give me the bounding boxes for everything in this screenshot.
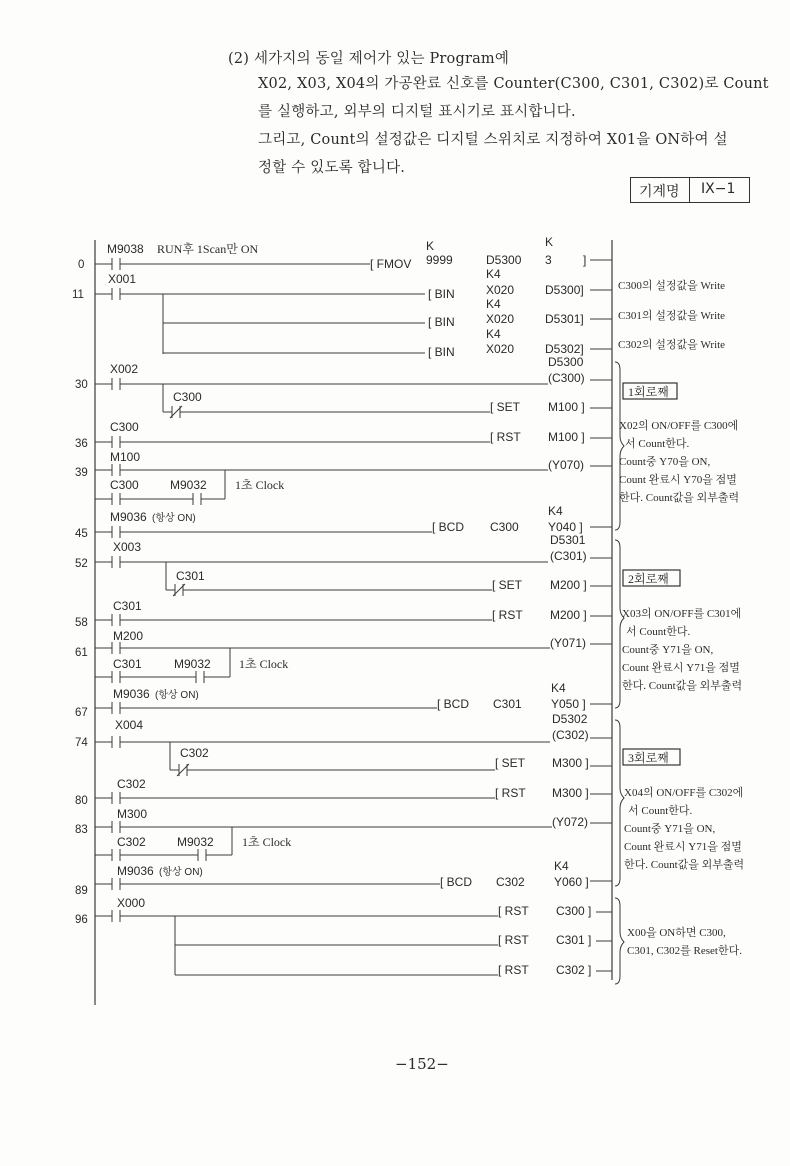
step-number: 80 <box>75 795 88 807</box>
circuit-3-comment: 서 Count한다. <box>628 805 693 817</box>
contact-x004: X004 <box>115 718 144 732</box>
step-number: 39 <box>75 467 88 479</box>
step-number: 89 <box>75 885 88 897</box>
contact-c302: C302 <box>117 835 146 849</box>
operand: C300 <box>490 520 519 534</box>
circuit-3-comment: Count 완료시 Y71을 점멸 <box>624 841 742 853</box>
circuit-1-comment: X02의 ON/OFF를 C300에 <box>619 420 739 432</box>
const-k4: K4 <box>486 297 501 311</box>
contact-m200: M200 <box>113 629 144 643</box>
contact-m9036: M9036 <box>113 687 150 701</box>
circuit-1-comment: 한다. Count값을 외부출력 <box>619 492 740 504</box>
instr-set: [ SET <box>490 400 521 414</box>
circuit-3-comment: 한다. Count값을 외부출력 <box>624 859 745 871</box>
operand: Y040 ] <box>548 520 583 534</box>
comment-write-c301: C301의 설정값을 Write <box>618 310 726 322</box>
contact-x003: X003 <box>113 540 142 554</box>
setpoint: D5301 <box>550 533 586 547</box>
contact-comment: (항상 ON) <box>155 690 199 701</box>
step-number: 96 <box>75 914 88 926</box>
circuit-1-title: 1회로째 <box>628 385 669 399</box>
coil-y070: (Y070) <box>548 458 585 472</box>
comment-write-c302: C302의 설정값을 Write <box>618 339 726 351</box>
brace-reset <box>615 898 624 984</box>
contact-c300: C300 <box>110 478 139 492</box>
circuit-1-comment: Count중 Y70을 ON, <box>619 456 711 468</box>
circuit-2-comment: X03의 ON/OFF를 C301에 <box>622 608 742 620</box>
contact-m9038: M9038 <box>107 242 144 256</box>
contact-c302-nc: C302 <box>180 746 209 760</box>
setpoint: D5300 <box>548 355 584 369</box>
reset-comment: C301, C302를 Reset한다. <box>627 945 742 957</box>
contact-c300: C300 <box>110 420 139 434</box>
reset-comment: X00을 ON하면 C300, <box>627 927 726 939</box>
operand: D5300] <box>545 283 584 297</box>
circuit-2 <box>95 533 612 714</box>
contact-m300: M300 <box>117 807 148 821</box>
contact-m9036: M9036 <box>117 864 154 878</box>
machine-name-label: 기계명 <box>639 184 680 200</box>
comment-write-c300: C300의 설정값을 Write <box>618 280 726 292</box>
contact-m100: M100 <box>110 450 141 464</box>
instr-fmov: [ FMOV <box>370 257 412 271</box>
contact-x001: X001 <box>108 272 137 286</box>
setpoint: D5302 <box>552 712 588 726</box>
instr-bcd: [ BCD <box>437 697 470 711</box>
circuit-3-comment: X04의 ON/OFF를 C302에 <box>624 787 744 799</box>
contact-comment: (항상 ON) <box>152 513 196 524</box>
rung-0 <box>95 235 612 271</box>
brace-circuit-3 <box>615 720 624 886</box>
intro-line-4: 정할 수 있도록 합니다. <box>258 160 406 176</box>
step-number: 0 <box>78 259 85 271</box>
instr-bcd: [ BCD <box>440 875 473 889</box>
coil-c301: (C301) <box>550 549 587 563</box>
coil-y071: (Y071) <box>550 636 587 650</box>
operand: D5300 <box>486 253 522 267</box>
const-k4: K4 <box>486 327 501 341</box>
clock-comment: 1초 Clock <box>242 835 292 849</box>
step-number: 30 <box>75 379 88 391</box>
operand: Y060 ] <box>554 875 589 889</box>
instr-rst: [ RST <box>492 608 523 622</box>
const-k4: K4 <box>551 681 566 695</box>
coil-c300: (C300) <box>548 371 585 385</box>
contact-m9032: M9032 <box>170 478 207 492</box>
operand: C302 ] <box>556 963 592 977</box>
operand: C301 <box>493 697 522 711</box>
contact-x002: X002 <box>110 362 139 376</box>
circuit-1-comment: 서 Count한다. <box>625 438 690 450</box>
rung-11 <box>95 267 612 359</box>
circuit-3 <box>95 712 612 890</box>
circuit-2-comment: Count 완료시 Y71을 점멸 <box>622 662 740 674</box>
intro-line-2: 를 실행하고, 외부의 디지털 표시기로 표시합니다. <box>258 104 576 120</box>
operand: M100 ] <box>548 400 585 414</box>
bracket: ] <box>583 253 587 267</box>
step-number: 52 <box>75 558 88 570</box>
operand: M100 ] <box>548 430 585 444</box>
contact-x000: X000 <box>117 896 146 910</box>
const-k4: K4 <box>554 859 569 873</box>
contact-m9036: M9036 <box>110 510 147 524</box>
operand: C301 ] <box>556 933 592 947</box>
operand: M300 ] <box>552 786 589 800</box>
instr-bin: [ BIN <box>428 287 455 301</box>
const-k4: K4 <box>548 504 563 518</box>
const-k: K <box>426 239 435 253</box>
section-heading: (2) 세가지의 동일 제어가 있는 Program예 <box>228 51 510 67</box>
clock-comment: 1초 Clock <box>235 478 285 492</box>
coil-c302: (C302) <box>552 728 589 742</box>
instr-rst: [ RST <box>498 963 529 977</box>
step-number: 61 <box>75 647 88 659</box>
contact-m9032: M9032 <box>174 657 211 671</box>
instr-bin: [ BIN <box>428 315 455 329</box>
step-number: 83 <box>75 824 88 836</box>
contact-c301-nc: C301 <box>176 569 205 583</box>
operand: M200 ] <box>550 578 587 592</box>
operand: 3 <box>545 253 552 267</box>
instr-rst: [ RST <box>490 430 521 444</box>
instr-set: [ SET <box>492 578 523 592</box>
machine-name-value: IX−1 <box>701 181 736 197</box>
const-k: K <box>545 235 554 249</box>
operand: 9999 <box>426 253 453 267</box>
circuit-2-title: 2회로째 <box>628 572 669 586</box>
const-k4: K4 <box>486 267 501 281</box>
clock-comment: 1초 Clock <box>239 657 289 671</box>
instr-set: [ SET <box>495 756 526 770</box>
step-number: 58 <box>75 617 88 629</box>
instr-bcd: [ BCD <box>432 520 465 534</box>
operand: D5302] <box>545 342 584 356</box>
contact-c302: C302 <box>117 777 146 791</box>
operand: C302 <box>496 875 525 889</box>
circuit-1 <box>95 355 612 538</box>
circuit-3-title: 3회로째 <box>628 751 669 765</box>
coil-y072: (Y072) <box>552 815 589 829</box>
step-number: 67 <box>75 707 88 719</box>
instr-rst: [ RST <box>498 933 529 947</box>
contact-comment: RUN후 1Scan만 ON <box>157 242 259 256</box>
intro-line-1: X02, X03, X04의 가공완료 신호를 Counter(C300, C301, C302)로 Count <box>258 76 769 92</box>
intro-line-3: 그리고, Count의 설정값은 디지털 스위치로 지정하여 X01을 ON하여 설 <box>258 132 728 148</box>
circuit-2-comment: Count중 Y71을 ON, <box>622 644 714 656</box>
operand: M200 ] <box>550 608 587 622</box>
circuit-3-comment: Count중 Y71을 ON, <box>624 823 716 835</box>
operand: C300 ] <box>556 904 592 918</box>
operand: Y050 ] <box>551 697 586 711</box>
contact-c301: C301 <box>113 657 142 671</box>
operand: X020 <box>486 342 515 356</box>
contact-c300-nc: C300 <box>173 390 202 404</box>
step-number: 36 <box>75 438 88 450</box>
step-number: 45 <box>75 528 88 540</box>
instr-rst: [ RST <box>495 786 526 800</box>
contact-m9032: M9032 <box>177 835 214 849</box>
step-number: 11 <box>72 289 84 301</box>
operand: M300 ] <box>552 756 589 770</box>
step-number: 74 <box>75 737 88 749</box>
page-number: −152− <box>395 1055 449 1073</box>
contact-c301: C301 <box>113 599 142 613</box>
operand: X020 <box>486 312 515 326</box>
circuit-1-comment: Count 완료시 Y70을 점멸 <box>619 474 737 486</box>
instr-rst: [ RST <box>498 904 529 918</box>
rung-reset <box>95 896 612 977</box>
contact-comment: (항상 ON) <box>159 867 203 878</box>
instr-bin: [ BIN <box>428 345 455 359</box>
operand: X020 <box>486 283 515 297</box>
circuit-2-comment: 서 Count한다. <box>626 626 691 638</box>
circuit-2-comment: 한다. Count값을 외부출력 <box>622 680 743 692</box>
operand: D5301] <box>545 312 584 326</box>
